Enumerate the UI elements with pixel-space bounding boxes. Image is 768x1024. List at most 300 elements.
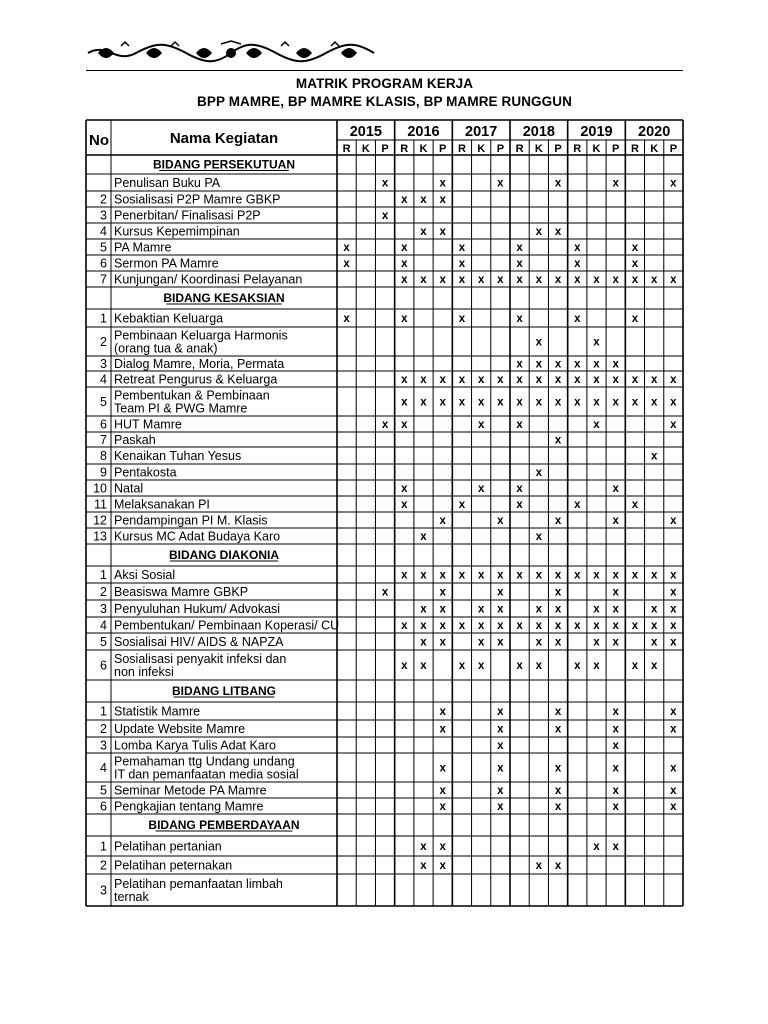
section-heading: BIDANG PERSEKUTUAN xyxy=(152,157,296,172)
header-sub-p-2018: P xyxy=(554,143,562,155)
activity-name: Pengkajian tentang Mamre xyxy=(114,799,264,814)
schedule-mark: x xyxy=(458,374,466,386)
header-sub-r-2020: R xyxy=(630,143,639,155)
schedule-mark: x xyxy=(439,603,446,616)
header-sub-k-2019: K xyxy=(592,143,601,155)
schedule-mark: x xyxy=(439,586,446,599)
schedule-mark: x xyxy=(420,603,427,616)
schedule-mark: x xyxy=(593,396,600,409)
schedule-mark: x xyxy=(516,358,523,371)
row-number: 5 xyxy=(100,635,107,649)
row-number: 1 xyxy=(100,704,107,719)
schedule-mark: x xyxy=(401,660,408,672)
schedule-mark: x xyxy=(631,499,639,511)
activity-name: HUT Mamre xyxy=(114,417,182,432)
row-number: 9 xyxy=(100,465,107,480)
schedule-mark: x xyxy=(535,336,543,349)
schedule-mark: x xyxy=(670,785,677,797)
section-heading: BIDANG DIAKONIA xyxy=(169,548,279,562)
schedule-mark: x xyxy=(650,660,658,672)
row-number: 2 xyxy=(100,192,107,207)
schedule-mark: x xyxy=(535,358,543,371)
schedule-mark: x xyxy=(420,396,427,409)
schedule-mark: x xyxy=(497,785,504,797)
schedule-mark: x xyxy=(554,396,562,409)
row-number: 10 xyxy=(93,481,107,496)
schedule-mark: x xyxy=(535,226,543,238)
schedule-mark: x xyxy=(612,586,619,599)
schedule-mark: x xyxy=(670,177,677,190)
schedule-mark: x xyxy=(554,603,562,616)
schedule-mark: x xyxy=(650,603,658,616)
activity-name: Sosialisai HIV/ AIDS & NAPZA xyxy=(114,635,284,649)
activity-name: Sermon PA Mamre xyxy=(114,256,219,271)
schedule-mark: x xyxy=(343,313,350,325)
schedule-mark: x xyxy=(612,177,619,190)
schedule-mark: x xyxy=(477,374,485,386)
schedule-mark: x xyxy=(612,740,619,752)
schedule-mark: x xyxy=(439,194,446,206)
schedule-mark: x xyxy=(574,358,581,371)
schedule-mark: x xyxy=(554,723,562,736)
schedule-mark: x xyxy=(554,636,562,649)
schedule-mark: x xyxy=(439,374,446,386)
schedule-mark: x xyxy=(554,569,562,582)
schedule-mark: x xyxy=(497,636,504,649)
activity-name: Pelatihan peternakan xyxy=(114,858,233,873)
schedule-mark: x xyxy=(420,620,427,632)
schedule-mark: x xyxy=(343,258,350,270)
activity-name: Kebaktian Keluarga xyxy=(114,311,224,326)
schedule-mark: x xyxy=(497,801,504,813)
schedule-mark: x xyxy=(612,396,619,409)
row-number: 1 xyxy=(100,839,107,854)
header-sub-r-2018: R xyxy=(515,143,524,155)
row-number: 1 xyxy=(100,311,107,326)
schedule-mark: x xyxy=(420,374,427,386)
schedule-mark: x xyxy=(631,660,639,672)
schedule-mark: x xyxy=(439,177,446,190)
schedule-mark: x xyxy=(516,620,523,632)
schedule-mark: x xyxy=(574,313,581,325)
schedule-mark: x xyxy=(535,531,543,543)
schedule-mark: x xyxy=(631,258,639,270)
schedule-mark: x xyxy=(497,374,504,386)
schedule-mark: x xyxy=(593,374,600,386)
schedule-mark: x xyxy=(670,706,677,718)
schedule-mark: x xyxy=(420,569,427,582)
row-number: 3 xyxy=(100,357,107,371)
schedule-mark: x xyxy=(477,396,485,409)
schedule-mark: x xyxy=(650,396,658,409)
section-heading: BIDANG LITBANG xyxy=(172,684,276,698)
header-sub-k-2020: K xyxy=(650,143,659,155)
activity-name: Lomba Karya Tulis Adat Karo xyxy=(114,738,276,753)
schedule-mark: x xyxy=(650,569,658,582)
activity-name: Penulisan Buku PA xyxy=(114,176,221,190)
schedule-mark: x xyxy=(516,274,523,286)
schedule-mark: x xyxy=(631,313,639,325)
schedule-mark: x xyxy=(593,841,600,853)
schedule-mark: x xyxy=(458,396,466,409)
schedule-mark: x xyxy=(381,586,389,599)
schedule-mark: x xyxy=(631,274,639,286)
row-number: 2 xyxy=(100,722,107,736)
header-no-label: No xyxy=(89,132,109,149)
row-number: 5 xyxy=(100,395,107,409)
schedule-mark: x xyxy=(401,569,408,582)
row-number: 2 xyxy=(100,335,107,349)
schedule-mark: x xyxy=(593,358,600,371)
schedule-mark: x xyxy=(593,419,600,431)
schedule-mark: x xyxy=(439,274,446,286)
header-sub-k-2016: K xyxy=(419,143,428,155)
schedule-mark: x xyxy=(439,762,446,775)
schedule-mark: x xyxy=(554,801,562,813)
schedule-mark: x xyxy=(631,242,639,254)
schedule-mark: x xyxy=(554,515,562,527)
document-title: MATRIK PROGRAM KERJA xyxy=(295,76,474,91)
schedule-mark: x xyxy=(535,569,543,582)
activity-name: Kursus Kepemimpinan xyxy=(114,224,240,239)
schedule-mark: x xyxy=(477,419,485,431)
row-number: 2 xyxy=(100,585,107,599)
schedule-mark: x xyxy=(593,569,600,582)
schedule-mark: x xyxy=(631,374,639,386)
header-sub-p-2016: P xyxy=(439,143,447,155)
schedule-mark: x xyxy=(401,620,408,632)
schedule-mark: x xyxy=(670,515,677,527)
row-number: 5 xyxy=(100,783,107,798)
schedule-mark: x xyxy=(439,226,446,238)
schedule-mark: x xyxy=(458,569,466,582)
schedule-mark: x xyxy=(401,396,408,409)
activity-name: Pentakosta xyxy=(114,465,177,480)
schedule-mark: x xyxy=(497,569,504,582)
schedule-mark: x xyxy=(554,358,562,371)
header-year-2016: 2016 xyxy=(407,124,440,140)
schedule-mark: x xyxy=(670,801,677,813)
schedule-mark: x xyxy=(458,274,466,286)
schedule-mark: x xyxy=(670,374,677,386)
row-number: 6 xyxy=(100,658,107,673)
schedule-mark: x xyxy=(535,274,543,286)
schedule-mark: x xyxy=(574,274,581,286)
schedule-mark: x xyxy=(401,242,408,254)
schedule-mark: x xyxy=(458,499,466,511)
schedule-mark: x xyxy=(516,483,523,495)
activity-name: Penyuluhan Hukum/ Advokasi xyxy=(114,602,281,616)
schedule-mark: x xyxy=(670,396,677,409)
schedule-mark: x xyxy=(631,620,639,632)
schedule-mark: x xyxy=(458,242,466,254)
row-number: 3 xyxy=(100,208,107,223)
schedule-mark: x xyxy=(593,620,600,632)
row-number: 4 xyxy=(100,224,107,239)
schedule-mark: x xyxy=(612,801,619,813)
row-number: 8 xyxy=(100,449,107,463)
schedule-mark: x xyxy=(554,785,562,797)
header-sub-p-2017: P xyxy=(496,143,505,155)
schedule-mark: x xyxy=(612,483,619,495)
schedule-mark: x xyxy=(612,358,619,371)
header-sub-r-2015: R xyxy=(342,143,351,155)
row-number: 4 xyxy=(100,618,107,633)
schedule-mark: x xyxy=(420,194,427,206)
activity-name: Paskah xyxy=(114,433,156,447)
schedule-mark: x xyxy=(516,419,523,431)
row-number: 1 xyxy=(100,568,107,582)
header-sub-k-2017: K xyxy=(477,143,486,155)
schedule-mark: x xyxy=(670,569,677,582)
row-number: 5 xyxy=(100,240,107,255)
schedule-mark: x xyxy=(516,313,523,325)
schedule-mark: x xyxy=(477,569,485,582)
schedule-mark: x xyxy=(574,620,581,632)
schedule-mark: x xyxy=(554,177,562,190)
schedule-mark: x xyxy=(439,515,446,527)
schedule-mark: x xyxy=(497,586,504,599)
schedule-mark: x xyxy=(574,374,581,386)
schedule-mark: x xyxy=(535,660,543,672)
schedule-mark: x xyxy=(554,706,562,718)
schedule-mark: x xyxy=(670,620,677,632)
schedule-mark: x xyxy=(497,723,504,736)
schedule-mark: x xyxy=(535,396,543,409)
schedule-mark: x xyxy=(574,258,581,270)
row-number: 2 xyxy=(100,858,107,873)
schedule-mark: x xyxy=(401,258,408,270)
schedule-mark: x xyxy=(381,210,389,222)
schedule-mark: x xyxy=(612,374,619,386)
activity-name: IT dan pemanfaatan media sosial xyxy=(114,767,299,782)
schedule-mark: x xyxy=(554,586,562,599)
schedule-mark: x xyxy=(401,419,408,431)
activity-name: Kenaikan Tuhan Yesus xyxy=(114,449,242,463)
schedule-mark: x xyxy=(420,860,427,872)
activity-name: Beasiswa Mamre GBKP xyxy=(114,585,249,599)
schedule-mark: x xyxy=(439,569,446,582)
section-heading: BIDANG PEMBERDAYAAN xyxy=(148,818,300,832)
schedule-mark: x xyxy=(439,785,446,797)
row-number: 3 xyxy=(100,883,107,898)
schedule-mark: x xyxy=(612,785,619,797)
schedule-mark: x xyxy=(535,860,543,872)
section-heading: BIDANG KESAKSIAN xyxy=(163,291,285,305)
activity-name: Kursus MC Adat Budaya Karo xyxy=(114,529,281,544)
activity-name: Melaksanakan PI xyxy=(114,497,210,512)
schedule-mark: x xyxy=(381,419,389,431)
activity-name: Pelatihan pemanfaatan limbah xyxy=(114,877,283,891)
schedule-mark: x xyxy=(574,660,581,672)
row-number: 11 xyxy=(94,497,107,512)
schedule-mark: x xyxy=(593,636,600,649)
activity-name: Pelatihan pertanian xyxy=(114,839,222,854)
row-number: 6 xyxy=(100,417,107,432)
schedule-mark: x xyxy=(439,636,446,649)
schedule-mark: x xyxy=(612,841,619,853)
schedule-mark: x xyxy=(574,242,581,254)
schedule-mark: x xyxy=(650,374,658,386)
header-sub-r-2016: R xyxy=(400,143,409,155)
schedule-mark: x xyxy=(497,274,504,286)
header-sub-k-2018: K xyxy=(534,143,543,155)
activity-name: ternak xyxy=(114,890,149,904)
activity-name: Pemahaman ttg Undang undang xyxy=(114,754,295,769)
activity-name: Sosialisasi penyakit infeksi dan xyxy=(114,652,287,666)
schedule-mark: x xyxy=(516,374,523,386)
activity-name: Team PI & PWG Mamre xyxy=(114,401,248,416)
schedule-mark: x xyxy=(612,515,619,527)
activity-name: Aksi Sosial xyxy=(114,568,176,582)
schedule-mark: x xyxy=(670,762,677,775)
schedule-mark: x xyxy=(535,603,543,616)
schedule-mark: x xyxy=(439,723,446,736)
header-nama-kegiatan: Nama Kegiatan xyxy=(169,130,279,147)
schedule-mark: x xyxy=(593,660,600,672)
schedule-mark: x xyxy=(670,636,677,649)
schedule-mark: x xyxy=(439,801,446,813)
row-number: 13 xyxy=(93,529,107,544)
header-sub-k-2015: K xyxy=(361,143,370,155)
schedule-mark: x xyxy=(458,660,466,672)
header-year-2018: 2018 xyxy=(522,124,555,140)
activity-name: Sosialisasi P2P Mamre GBKP xyxy=(114,192,281,207)
header-sub-p-2020: P xyxy=(669,143,678,155)
schedule-mark: x xyxy=(516,499,523,511)
schedule-mark: x xyxy=(477,483,485,495)
schedule-mark: x xyxy=(574,569,581,582)
header-sub-p-2015: P xyxy=(381,143,389,155)
schedule-mark: x xyxy=(458,313,466,325)
schedule-mark: x xyxy=(477,603,485,616)
schedule-mark: x xyxy=(650,450,658,463)
activity-name: Update Website Mamre xyxy=(114,722,246,736)
schedule-mark: x xyxy=(554,620,562,632)
schedule-mark: x xyxy=(612,762,619,775)
header-sub-r-2019: R xyxy=(573,143,582,155)
activity-name: Seminar Metode PA Mamre xyxy=(114,783,267,798)
header-year-2015: 2015 xyxy=(349,124,382,140)
schedule-mark: x xyxy=(497,177,504,190)
schedule-mark: x xyxy=(420,274,427,286)
schedule-mark: x xyxy=(612,620,619,632)
schedule-mark: x xyxy=(497,620,504,632)
document-subtitle: BPP MAMRE, BP MAMRE KLASIS, BP MAMRE RUNGGUN xyxy=(197,94,572,109)
schedule-mark: x xyxy=(612,569,619,582)
activity-name: Statistik Mamre xyxy=(114,704,201,719)
activity-name: PA Mamre xyxy=(114,240,172,255)
schedule-mark: x xyxy=(670,723,677,736)
schedule-mark: x xyxy=(497,396,504,409)
row-number: 7 xyxy=(100,433,107,447)
schedule-mark: x xyxy=(631,396,639,409)
schedule-mark: x xyxy=(670,419,677,431)
schedule-mark: x xyxy=(497,706,504,718)
header-year-2019: 2019 xyxy=(580,124,613,140)
schedule-mark: x xyxy=(516,242,523,254)
schedule-mark: x xyxy=(574,499,581,511)
activity-name: Pembentukan & Pembinaan xyxy=(114,388,270,403)
schedule-mark: x xyxy=(381,177,389,190)
activity-name: Dialog Mamre, Moria, Permata xyxy=(114,357,285,371)
schedule-mark: x xyxy=(401,499,408,511)
schedule-mark: x xyxy=(516,258,523,270)
activity-name: Pembentukan/ Pembinaan Koperasi/ CU xyxy=(114,618,340,633)
schedule-mark: x xyxy=(670,586,677,599)
activity-name: non infeksi xyxy=(114,665,174,679)
schedule-mark: x xyxy=(497,740,504,752)
schedule-mark: x xyxy=(612,603,619,616)
activity-name: Natal xyxy=(114,481,144,496)
schedule-mark: x xyxy=(554,860,562,872)
schedule-mark: x xyxy=(516,569,523,582)
activity-name: Kunjungan/ Koordinasi Pelayanan xyxy=(114,272,303,287)
activity-name: Retreat Pengurus & Keluarga xyxy=(114,372,278,387)
row-number: 6 xyxy=(100,256,107,271)
schedule-mark: x xyxy=(516,660,523,672)
schedule-mark: x xyxy=(439,620,446,632)
schedule-mark: x xyxy=(439,841,446,853)
schedule-mark: x xyxy=(420,660,427,672)
schedule-mark: x xyxy=(612,723,619,736)
header-sub-r-2017: R xyxy=(457,143,466,155)
schedule-mark: x xyxy=(593,603,600,616)
schedule-mark: x xyxy=(554,274,562,286)
schedule-mark: x xyxy=(554,762,562,775)
schedule-mark: x xyxy=(535,620,543,632)
schedule-mark: x xyxy=(574,396,581,409)
header-year-2020: 2020 xyxy=(638,124,671,140)
schedule-mark: x xyxy=(554,374,562,386)
schedule-mark: x xyxy=(593,336,600,349)
schedule-mark: x xyxy=(554,226,562,238)
schedule-mark: x xyxy=(497,603,504,616)
activity-name: Penerbitan/ Finalisasi P2P xyxy=(114,208,261,223)
schedule-mark: x xyxy=(458,620,466,632)
schedule-mark: x xyxy=(477,274,485,286)
schedule-mark: x xyxy=(343,242,350,254)
schedule-mark: x xyxy=(497,515,504,527)
schedule-mark: x xyxy=(477,636,485,649)
activity-name: (orang tua & anak) xyxy=(114,341,218,356)
schedule-mark: x xyxy=(497,762,504,775)
schedule-mark: x xyxy=(477,660,485,672)
schedule-mark: x xyxy=(516,396,523,409)
schedule-mark: x xyxy=(670,603,677,616)
schedule-mark: x xyxy=(401,374,408,386)
schedule-mark: x xyxy=(650,620,658,632)
schedule-mark: x xyxy=(535,636,543,649)
schedule-mark: x xyxy=(650,636,658,649)
schedule-mark: x xyxy=(401,313,408,325)
schedule-mark: x xyxy=(420,226,427,238)
row-number: 3 xyxy=(100,738,107,753)
activity-name: Pendampingan PI M. Klasis xyxy=(114,513,268,528)
row-number: 3 xyxy=(100,602,107,616)
schedule-mark: x xyxy=(420,531,427,543)
row-number: 4 xyxy=(100,372,107,387)
activity-name: Pembinaan Keluarga Harmonis xyxy=(114,328,288,343)
schedule-mark: x xyxy=(401,274,408,286)
schedule-mark: x xyxy=(439,860,446,872)
schedule-mark: x xyxy=(535,467,543,479)
schedule-mark: x xyxy=(631,569,639,582)
header-year-2017: 2017 xyxy=(465,124,498,140)
schedule-mark: x xyxy=(401,194,408,206)
schedule-mark: x xyxy=(612,274,619,286)
schedule-mark: x xyxy=(650,274,658,286)
